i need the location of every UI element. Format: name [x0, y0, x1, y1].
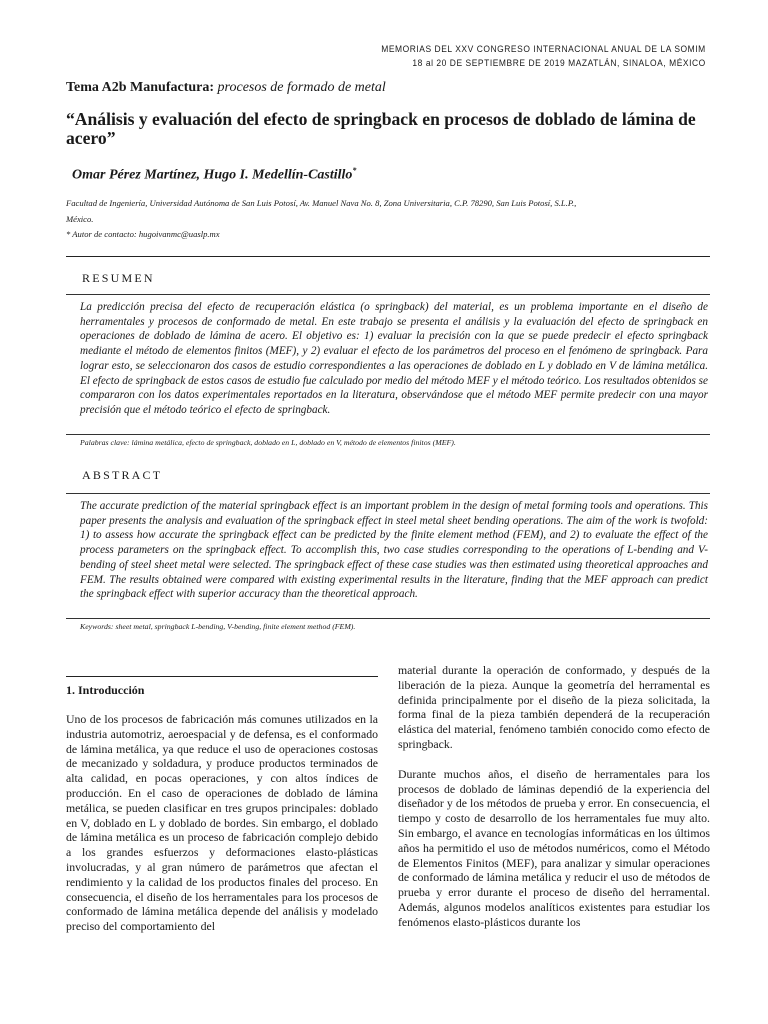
affiliation-line1: Facultad de Ingeniería, Universidad Autónoma de San Luis Potosí, Av. Manuel Nava No. 8, Zona Universitaria, C.P. 78290, San Luis Potosí, S.L.P., — [66, 198, 577, 208]
abstract-text: The accurate prediction of the material springback effect is an important problem in the design of metal forming tools and operations. This paper presents the analysis and evaluation of the springback effect in steel metal sheet bending operations. The aim of the work is twofold: 1) to assess how accurate the springback effect can be predicted by the finite element method (FEM), and 2) to evaluate the effect of the process parameters on the springback effect. To accomplish this, two case studies corresponding to the operations of L-bending and V-bending of steel sheet metal were selected. The springback effect of these case studies was then estimated using theoretical approaches and FEM. The results obtained were compared with existing experimental results in the literature, finding that the MEF approach can predict the springback effect with superior accuracy than the theoretical approach. — [80, 500, 708, 601]
left-column — [66, 712, 378, 949]
intro-divider — [66, 676, 378, 677]
conference-header — [381, 42, 706, 70]
abstract-heading: ABSTRACT — [82, 468, 163, 482]
resumen-heading: RESUMEN — [82, 271, 155, 285]
authors — [72, 166, 356, 184]
right-column — [398, 663, 710, 945]
divider — [66, 256, 710, 257]
intro-paragraph-2: material durante la operación de conformado, y después de la liberación de la pieza. Aunque la geometría del herramental es definida principalmente por el diseño de la pieza solicitada, la forma final de la pieza también dependerá de la recuperación elástica del material, fenómeno también conocido como efecto de springback. — [398, 663, 710, 751]
intro-heading: 1. Introducción — [66, 683, 145, 697]
divider — [66, 618, 710, 619]
conference-header-line2: 18 al 20 DE SEPTIEMBRE DE 2019 MAZATLÁN, SINALOA, MÉXICO — [412, 58, 706, 68]
topic-subtitle: procesos de formado de metal — [217, 80, 386, 95]
intro-paragraph-1: Uno de los procesos de fabricación más comunes utilizados en la industria automotriz, aeroespacial y de defensa, es el conformado de lámina metálica, ya que reduce el uso de operaciones costosas de mecanizado y soldadura, y produce productos terminados de alta calidad, en pocas operaciones, y con altos índices de producción. En el caso de operaciones de doblado de lámina metálica, se pueden clasificar en tres grupos principales: doblado en V, doblado en L y doblado de bordes. Sin embargo, el doblado de lámina metálica es un proceso de fabricación complejo debido a los grandes esfuerzos y deformaciones elasto-plásticas involucradas, y al gran número de parámetros que afectan el rendimiento y la calidad de los productos finales del proceso. En consecuencia, el diseño de los herramentales para los procesos de conformado de lámina metálica depende del análisis y modelado preciso del comportamiento del — [66, 712, 378, 934]
affiliation-line2: México. — [66, 213, 94, 224]
topic-label: Tema A2b Manufactura: — [66, 80, 215, 95]
author-names: Omar Pérez Martínez, Hugo I. Medellín-Castillo — [72, 167, 353, 183]
divider — [66, 493, 710, 494]
divider — [66, 294, 710, 295]
divider — [66, 434, 710, 435]
intro-paragraph-3: Durante muchos años, el diseño de herramentales para los procesos de doblado de láminas dependió de la experiencia del diseñador y de los métodos de prueba y error. En consecuencia, el tiempo y costo de desarrollo de los herramentales fue muy alto. Sin embargo, el avance en tecnologías informáticas en los últimos años ha permitido el uso de métodos numéricos, como el Método de Elementos Finitos (MEF), para analizar y simular operaciones de conformado de lámina metálica y reducir el uso de métodos de prueba y error durante el proceso de diseño del herramental. Además, algunos modelos analíticos existentes para estudiar los fenómenos elasto-plásticos durante los — [398, 766, 710, 929]
abstract-keywords: Keywords: sheet metal, springback L-bending, V-bending, finite element method (FEM). — [80, 622, 356, 631]
conference-header-line1: MEMORIAS DEL XXV CONGRESO INTERNACIONAL ANUAL DE LA SOMIM — [381, 44, 706, 54]
resumen-keywords: Palabras clave: lámina metálica, efecto de springback, doblado en L, doblado en V, método de elementos finitos (MEF). — [80, 438, 456, 447]
paper-title: “Análisis y evaluación del efecto de springback en procesos de doblado de lámina de acero” — [66, 109, 696, 148]
topic-line — [66, 80, 386, 96]
resumen-text: La predicción precisa del efecto de recuperación elástica (o springback) del material, es un problema importante en el diseño de herramentales y procesos de conformado de metal. En este trabajo se presenta el análisis y la evaluación del efecto de springback en operaciones de doblado de lámina de acero. El objetivo es: 1) evaluar la precisión con la que se puede predecir el efecto springback mediante el método de elementos finitos (MEF), y 2) evaluar el efecto de los parámetros del proceso en el fenómeno de springback. Para lograr esto, se seleccionaron dos casos de estudio correspondientes a las operaciones de doblado en L y doblado en V de lámina metálica. El efecto de springback de estos casos de estudio fue calculado por medio del método MEF y el método teórico. Los resultados obtenidos se compararon con los datos experimentales reportados en la literatura, observándose que el método MEF permite predecir con una mayor precisión que el método teórico el efecto de springback. — [80, 301, 708, 416]
affiliation — [66, 196, 706, 243]
corresponding-author-mark: * — [352, 166, 357, 175]
contact-email: * Autor de contacto: hugoivanmc@uaslp.mx — [66, 229, 220, 239]
